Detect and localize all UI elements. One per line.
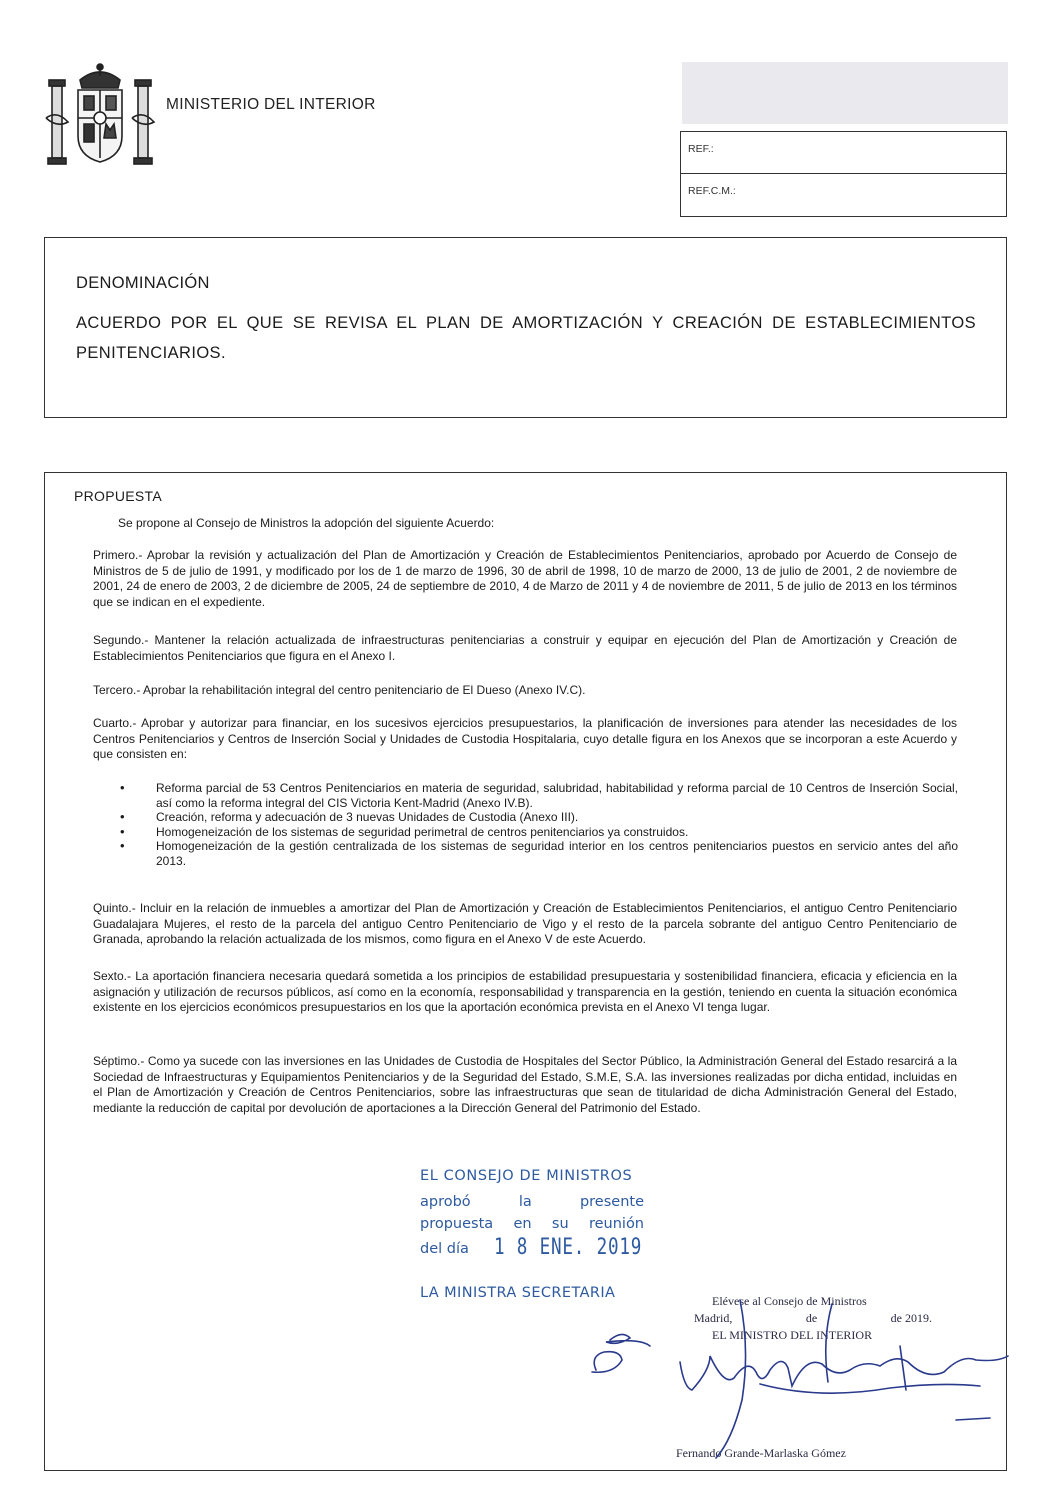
madrid-de: de [805, 1311, 818, 1325]
paragraph-segundo: Segundo.- Mantener la relación actualizada de infraestructuras penitenciarias a construir y equipar en ejecución del Plan de Amortización y Creación de Establecimientos Penitenciarios que figura en el Anexo I. [93, 633, 957, 663]
paragraph-tercero: Tercero.- Aprobar la rehabilitación integral del centro penitenciario de El Dueso (Anexo IV.C). [93, 683, 586, 697]
madrid-year: de 2019. [890, 1311, 932, 1325]
list-item: • Creación, reforma y adecuación de 3 nuevas Unidades de Custodia (Anexo III). [118, 810, 958, 825]
signer-name: Fernando Grande-Marlaska Gómez [676, 1446, 846, 1460]
paragraph-quinto: Quinto.- Incluir en la relación de inmuebles a amortizar del Plan de Amortización y Creación de Establecimientos Penitenciarios, el antiguo Centro Penitenciario Guadalajara Mujeres, el resto de la parcela del antiguo Centro Penitenciario de Vigo y el resto de la parcela sobrante del antiguo Centro Penitenciario de Granada, aprobando la relación actualizada de los mismos, como figura en el Anexo V de este Acuerdo. [93, 901, 957, 947]
list-item: • Reforma parcial de 53 Centros Penitenciarios en materia de seguridad, salubridad, habitabilidad y reforma parcial de 10 Centros de Inserción Social, así como la reforma integral del CIS Victoria Kent-Madrid (Anexo IV.B). [118, 781, 958, 810]
minister-title: EL MINISTRO DEL INTERIOR [712, 1328, 873, 1342]
paragraph-primero: Primero.- Aprobar la revisión y actualización del Plan de Amortización y Creación de Establecimientos Penitenciarios, aprobado por Acuerdo de Consejo de Ministros de 5 de julio de 1991, y modificado por los de 1 de marzo de 1996, 30 de abril de 1998, 10 de marzo de 2000, 13 de julio de 2001, 2 de noviembre de 2001, 24 de enero de 2003, 2 de diciembre de 2005, 24 de septiembre de 2010, 4 de Marzo de 2011 y 4 de noviembre de 2011, 5 de julio de 2013 en los términos que se indican en el expediente. [93, 548, 957, 609]
elevese-text: Elévese al Consejo de Ministros [712, 1294, 867, 1308]
stamp-date: 1 8 ENE. 2019 [494, 1235, 643, 1260]
ministry-name: MINISTERIO DEL INTERIOR [166, 96, 376, 113]
document-title: ACUERDO POR EL QUE SE REVISA EL PLAN DE AMORTIZACIÓN Y CREACIÓN DE ESTABLECIMIENTOS PENITENCIARIOS. [76, 314, 976, 362]
propuesta-label: PROPUESTA [74, 488, 163, 504]
stamp-secretary: LA MINISTRA SECRETARIA [420, 1285, 616, 1301]
propuesta-intro: Se propone al Consejo de Ministros la adopción del siguiente Acuerdo: [118, 516, 495, 530]
stamp-approved: aprobó la presente [420, 1194, 644, 1210]
denominacion-label: DENOMINACIÓN [76, 274, 210, 292]
list-item: • Homogeneización de los sistemas de seguridad perimetral de centros penitenciarios ya construidos. [118, 825, 958, 840]
list-item: • Homogeneización de la gestión centralizada de los sistemas de seguridad interior en los centros penitenciarios puestos en servicio antes del año 2013. [118, 839, 958, 868]
paragraph-septimo: Séptimo.- Como ya sucede con las inversiones en las Unidades de Custodia de Hospitales del Sector Público, la Administración General del Estado resarcirá a la Sociedad de Infraestructuras y Equipamientos Penitenciarios y de la Seguridad del Estado, S.M.E, S.A. las inversiones realizadas por dicha entidad, incluidas en el Plan de Amortización y Creación de Centros Penitenciarios, sobre las infraestructuras que sean de titularidad de dicha Administración General del Estado, mediante la reducción de capital por devolución de aportaciones a la Dirección General del Patrimonio del Estado. [93, 1054, 957, 1115]
paragraph-sexto: Sexto.- La aportación financiera necesaria quedará sometida a los principios de estabilidad presupuestaria y sostenibilidad financiera, eficacia y eficiencia en la asignación y utilización de recursos públicos, así como en la economía, responsabilidad y transparencia en la gestión, teniendo en cuenta la situación económica existente en los ejercicios económicos presupuestarios en los que la aportación económica prevista en el Anexo VI tenga lugar. [93, 969, 957, 1015]
stamp-council: EL CONSEJO DE MINISTROS [420, 1168, 633, 1184]
cuarto-list [118, 781, 958, 869]
ref-field: REF.: [681, 132, 1006, 174]
registration-stamp-area [682, 62, 1008, 124]
paragraph-cuarto: Cuarto.- Aprobar y autorizar para financiar, en los sucesivos ejercicios presupuestarios, la planificación de inversiones para atender las necesidades de los Centros Penitenciarios y Centros de Inserción Social y Unidades de Custodia Hospitalaria, cuyo detalle figura en los Anexos que se incorporan a este Acuerdo y que consisten en: [93, 716, 957, 762]
madrid-label: Madrid, [694, 1311, 733, 1325]
ref-cm-field: REF.C.M.: [688, 185, 736, 197]
stamp-day-label: del día [420, 1241, 469, 1257]
reference-box [680, 131, 1007, 217]
stamp-meeting: propuesta en su reunión [420, 1216, 644, 1232]
coat-of-arms-icon [44, 58, 156, 168]
handwritten-signature-icon [560, 1290, 1030, 1470]
